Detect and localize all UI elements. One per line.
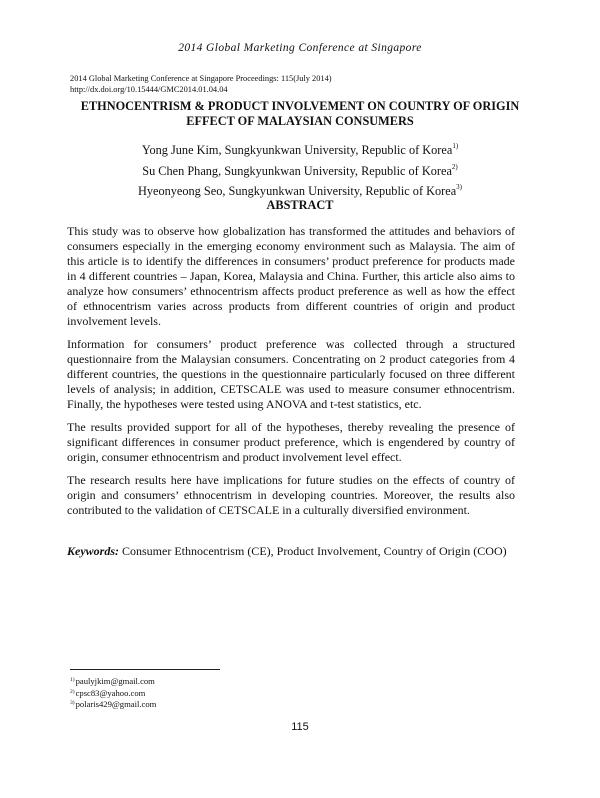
footnote-mark: 1): [70, 677, 75, 683]
keywords-text: Consumer Ethnocentrism (CE), Product Involvement, Country of Origin (COO): [122, 544, 507, 558]
author-footnote-mark: 1): [452, 142, 459, 150]
proceedings-info: [70, 74, 332, 95]
page-number: 115: [291, 721, 309, 733]
abstract-paragraph-1: This study was to observe how globalization has transformed the attitudes and behaviors of consumers especially in the emerging economy environment such as Malaysia. The aim of this article is to identify the differences in consumers’ product preference for products made in 4 different countries – Japan, Korea, Malaysia and China. Further, this article also aims to analyze how consumers’ ethnocentrism affects product preference as well as how the effect of ethnocentrism varies across products from different countries of origin and product involvement levels.: [67, 224, 515, 328]
running-head: 2014 Global Marketing Conference at Singapore: [178, 42, 422, 54]
abstract-paragraph-4: The research results here have implications for future studies on the effects of country of origin and consumers’ ethnocentrism in developing countries. Moreover, the results also contributed to the validation of CETSCALE in a culturally diversified environment.: [67, 473, 515, 517]
author-affiliation: Hyeonyeong Seo, Sungkyunkwan University, Republic of Korea: [137, 184, 457, 198]
keywords: [67, 544, 537, 559]
footnotes: [70, 675, 156, 710]
footnote-email[interactable]: cpsc83@yahoo.com: [75, 687, 146, 698]
abstract-paragraph-3: The results provided support for all of the hypotheses, thereby revealing the presence of significant differences in consumer product preference, which is engendered by country of origin, consumer ethnocentrism and product involvement level effect.: [67, 420, 515, 464]
footnote-email[interactable]: paulyjkim@gmail.com: [75, 676, 155, 686]
author-affiliation: Su Chen Phang, Sungkyunkwan University, Republic of Korea: [142, 163, 452, 178]
keywords-label: Keywords:: [67, 544, 119, 558]
title-line-1: ETHNOCENTRISM & PRODUCT INVOLVEMENT ON COUNTRY OF ORIGIN: [80, 99, 520, 113]
author-affiliation: Yong June Kim, Sungkyunkwan University, Republic of Korea: [141, 143, 453, 157]
author-footnote-mark: 2): [451, 162, 458, 171]
proceedings-citation: 2014 Global Marketing Conference at Singapore Proceedings: 115(July 2014): [70, 74, 332, 83]
author-list: [60, 138, 540, 200]
footnote-divider: [70, 669, 220, 670]
footnote-1: [70, 675, 156, 687]
abstract-heading: ABSTRACT: [266, 198, 334, 212]
doi-link[interactable]: http://dx.doi.org/10.15444/GMC2014.01.04.04: [70, 84, 228, 94]
footnote-email[interactable]: polaris429@gmail.com: [75, 699, 157, 710]
abstract-paragraph-2: Information for consumers’ product preference was collected through a structured questionnaire from the Malaysian consumers. Concentrating on 2 product categories from 4 different countries, the questions in the questionnaire particularly focused on three different levels of analysis; in addition, CETSCALE was used to measure consumer ethnocentrism. Finally, the hypotheses were tested using ANOVA and t-test statistics, etc.: [67, 337, 515, 411]
paper-title: [60, 99, 540, 129]
footnote-mark: 2): [70, 688, 75, 695]
author-1: [60, 138, 540, 159]
author-3: [60, 179, 540, 200]
author-footnote-mark: 3): [456, 183, 463, 191]
footnote-3: [70, 698, 156, 710]
author-2: [60, 159, 540, 180]
footnote-2: [70, 687, 156, 699]
title-line-2: EFFECT OF MALAYSIAN CONSUMERS: [186, 114, 414, 128]
footnote-mark: 3): [70, 700, 75, 707]
